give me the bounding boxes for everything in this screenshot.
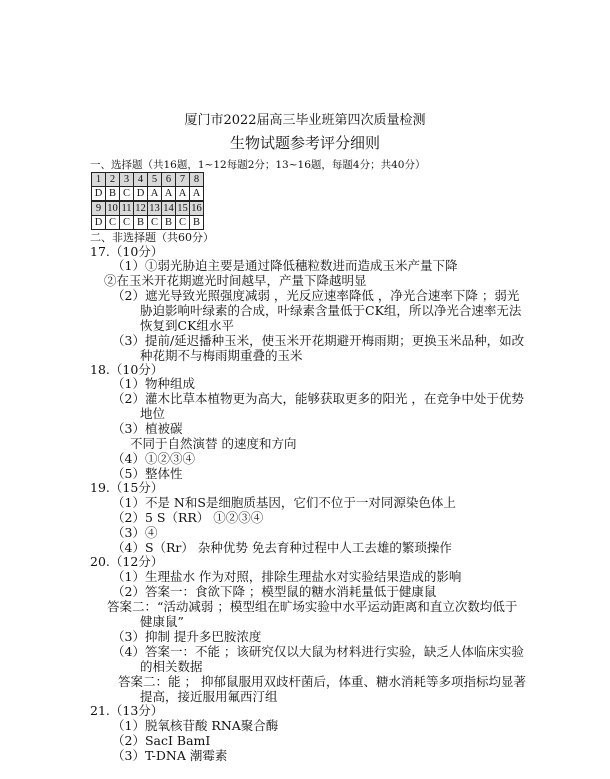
question-number: 13 xyxy=(149,203,160,214)
question-number: 3 xyxy=(120,173,134,187)
answer-line: （1）不是 N和S是细胞质基因，它们不位于一对同源染色体上 xyxy=(112,495,456,510)
answer-cell: A xyxy=(190,187,204,201)
question-number: 6 xyxy=(162,173,176,187)
question-number: 11 xyxy=(121,203,132,214)
question-heading: 19.（15分） xyxy=(90,480,164,495)
answer-line: 胁迫影响叶绿素的合成，叶绿素含量低于CK组，所以净光合速率无法 xyxy=(140,303,522,318)
answer-line: 种花期不与梅雨期重叠的玉米 xyxy=(140,348,303,363)
question-number: 12 xyxy=(135,203,146,214)
answer-line: （3）提前/延迟播种玉米，使玉米开花期避开梅雨期；更换玉米品种，如改 xyxy=(112,333,525,348)
question-heading: 20.（12分） xyxy=(90,554,164,569)
answer-line: （4）S（Rr） 杂种优势 免去育种过程中人工去雄的繁琐操作 xyxy=(112,540,452,555)
answer-line: （1）①弱光胁迫主要是通过降低穗粒数进而造成玉米产量下降 xyxy=(112,258,458,273)
question-number: 1 xyxy=(92,173,106,187)
question-number: 8 xyxy=(190,173,204,187)
answer-cell: B xyxy=(162,216,176,230)
answer-cell: A xyxy=(148,187,162,201)
answer-cell: C xyxy=(176,216,190,230)
question-heading: 18.（10分） xyxy=(90,362,164,377)
answer-cell: D xyxy=(92,187,106,201)
answer-line: （2）SacI BamI xyxy=(112,733,211,748)
question-number: 4 xyxy=(134,173,148,187)
answer-line: （1）物种组成 xyxy=(112,376,195,391)
answer-line: （3）抑制 提升多巴胺浓度 xyxy=(112,629,262,644)
answer-cell: C xyxy=(148,216,162,230)
answer-line: （4）答案一：不能 ；该研究仅以大鼠为材料进行实验，缺乏人体临床实验 xyxy=(112,644,524,659)
question-number: 5 xyxy=(148,173,162,187)
answer-cell: A xyxy=(162,187,176,201)
answer-line: （1）生理盐水 作为对照，排除生理盐水对实验结果造成的影响 xyxy=(112,569,462,584)
answer-line: （3）④ xyxy=(112,525,158,540)
answer-table-2 xyxy=(91,201,204,230)
answer-line: （3）T-DNA 潮霉素 xyxy=(112,748,228,763)
answer-line: 的相关数据 xyxy=(140,659,203,674)
answer-cell: D xyxy=(134,187,148,201)
answer-line: （1）脱氧核苷酸 RNA聚合酶 xyxy=(112,718,279,733)
question-number: 15 xyxy=(177,203,188,214)
answer-line: 提高，接近服用氟西汀组 xyxy=(140,689,278,704)
question-number: 9 xyxy=(92,202,106,216)
answer-line: （4）①②③④ xyxy=(112,451,195,466)
answer-cell: C xyxy=(120,187,134,201)
answer-line: 不同于自然演替 的速度和方向 xyxy=(130,436,297,451)
answer-line: 答案二：能 ； 抑郁鼠服用双歧杆菌后，体重、糖水消耗等多项指标均显著 xyxy=(118,674,526,689)
answer-line: （2）遮光导致光照强度减弱 ，光反应速率降低 ，净光合速率下降 ；弱光 xyxy=(112,288,520,303)
answer-cell: D xyxy=(92,216,106,230)
answer-cell: C xyxy=(106,216,120,230)
answer-line: ②在玉米开花期遮光时间越早，产量下降越明显 xyxy=(104,273,367,288)
question-heading: 17.（10分） xyxy=(90,244,164,259)
question-number: 10 xyxy=(107,203,118,214)
answer-table-1 xyxy=(91,172,204,201)
document-title: 厦门市2022届高三毕业班第四次质量检测 xyxy=(184,113,426,128)
answer-line: （2）5 S（RR） ①②③④ xyxy=(112,510,264,525)
question-number: 7 xyxy=(176,173,190,187)
answer-cell: A xyxy=(176,187,190,201)
answer-line: （2）灌木比草本植物更为高大，能够获取更多的阳光 ，在竞争中处于优势 xyxy=(112,391,524,406)
answer-line: （2）答案一：食欲下降 ；模型鼠的糖水消耗量低于健康鼠 xyxy=(112,584,437,599)
document-subtitle: 生物试题参考评分细则 xyxy=(229,134,380,152)
answer-cell: B xyxy=(134,216,148,230)
question-number: 16 xyxy=(191,203,202,214)
section-heading-multiple-choice: 一、选择题（共16题，1~12每题2分；13~16题，每题4分；共40分） xyxy=(90,159,426,171)
answer-line: 地位 xyxy=(140,406,166,421)
answer-cell: B xyxy=(106,187,120,201)
section-heading-free-response: 二、非选择题（共60分） xyxy=(90,231,214,244)
answer-line: 恢复到CK组水平 xyxy=(140,318,234,333)
question-number: 2 xyxy=(106,173,120,187)
answer-line: （5）整体性 xyxy=(112,466,183,481)
answer-line: 答案二：“活动减弱 ；模型组在旷场实验中水平运动距离和直立次数均低于 xyxy=(107,599,518,614)
answer-line: 健康鼠” xyxy=(140,614,184,629)
question-number: 14 xyxy=(163,203,174,214)
answer-line: （3）植被碳 xyxy=(112,421,183,436)
question-heading: 21.（13分） xyxy=(90,703,164,718)
answer-cell: B xyxy=(190,216,204,230)
answer-cell: C xyxy=(120,216,134,230)
